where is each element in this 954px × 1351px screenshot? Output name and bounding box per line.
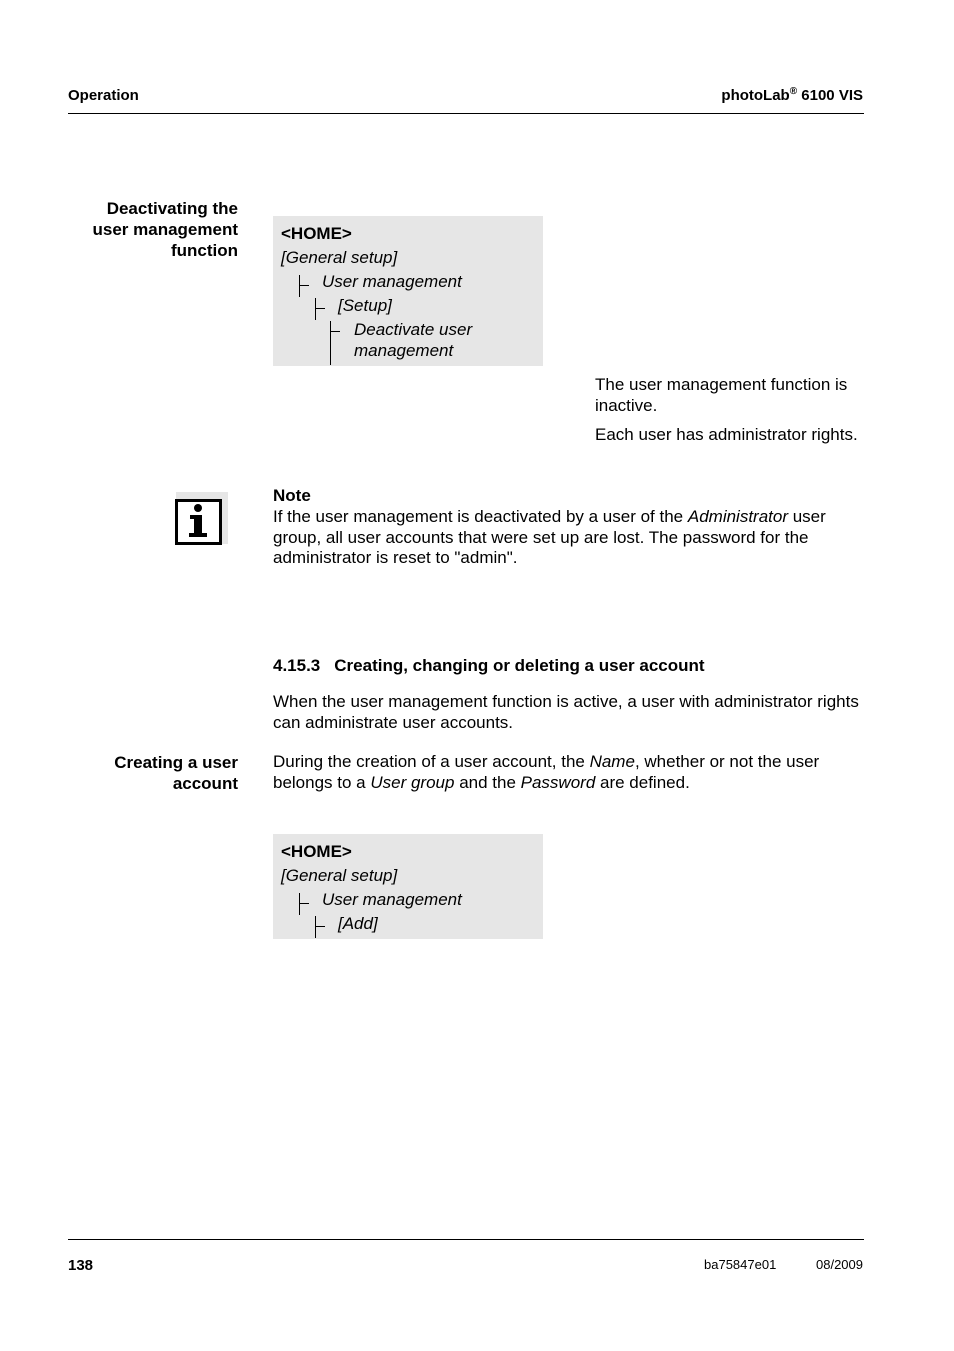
result-text-1: The user management function is inactive. — [595, 375, 848, 415]
side-title-deactivate — [93, 198, 239, 261]
tree-branch-tick — [299, 285, 309, 286]
nav-user-management: User management — [322, 890, 462, 909]
product-name: photoLab — [721, 87, 790, 104]
create-text-part: and the — [454, 772, 521, 792]
product-model: 6100 VIS — [797, 87, 863, 104]
section-number: 4.15.3 — [273, 656, 321, 675]
note-title: Note — [273, 486, 311, 505]
nav-add: [Add] — [338, 914, 378, 933]
create-text-part: During the creation of a user account, the — [273, 752, 590, 771]
nav-setup: [Setup] — [338, 296, 392, 315]
info-icon — [171, 491, 229, 546]
result-text-2: Each user has administrator rights. — [595, 425, 858, 444]
section-title: Creating, changing or deleting a user account — [334, 656, 705, 675]
tree-branch-line — [330, 321, 331, 365]
create-text-part: , whether or not the user belongs to a — [273, 752, 820, 792]
create-text-italic: Name — [589, 752, 635, 771]
tree-branch-tick — [315, 308, 325, 309]
section-intro: When the user management function is active, a user with administrator rights can administrate user accounts. — [273, 692, 859, 732]
nav-home: <HOME> — [281, 224, 352, 243]
note-text-part: If the user management is deactivated by a user of the — [273, 507, 688, 526]
nav-deactivate-line2: management — [354, 341, 454, 360]
registered-mark: ® — [789, 86, 798, 97]
doc-date: 08/2009 — [816, 1257, 863, 1272]
tree-branch-line — [315, 916, 316, 938]
tree-branch-line — [315, 298, 316, 320]
nav-general-setup: [General setup] — [281, 866, 398, 885]
header-rule — [68, 113, 864, 114]
section-heading — [273, 656, 705, 676]
header-product — [721, 86, 863, 104]
create-text-part: are defined. — [595, 772, 690, 792]
note-text-part: user group, all user accounts that were set up are lost. The password for the administrator is reset to "admin". — [273, 507, 826, 567]
doc-id: ba75847e01 — [704, 1257, 777, 1272]
note-text-italic: Administrator — [687, 507, 788, 526]
nav-user-management: User management — [322, 272, 462, 291]
nav-deactivate-line1: Deactivate user — [354, 320, 473, 339]
create-text-italic: User group — [370, 772, 455, 792]
tree-branch-tick — [315, 926, 325, 927]
menu-path-create — [273, 834, 543, 939]
side-title-line: account — [172, 774, 238, 793]
tree-branch-line — [299, 275, 300, 297]
tree-branch-line — [299, 893, 300, 915]
side-title-line: user management — [92, 220, 238, 239]
side-title-line: Deactivating the — [106, 199, 238, 218]
footer-rule — [68, 1239, 864, 1240]
side-title-line: function — [170, 241, 238, 260]
tree-branch-tick — [299, 903, 309, 904]
nav-general-setup: [General setup] — [281, 248, 398, 267]
tree-branch-tick — [330, 331, 340, 332]
nav-home: <HOME> — [281, 842, 352, 861]
page-number: 138 — [68, 1257, 94, 1274]
menu-path-deactivate — [273, 216, 543, 366]
header-section: Operation — [68, 87, 139, 104]
create-text-italic: Password — [520, 772, 596, 792]
create-text — [273, 752, 863, 793]
side-title-create — [114, 752, 238, 794]
side-title-line: Creating a user — [114, 753, 238, 772]
note-text — [273, 507, 863, 569]
